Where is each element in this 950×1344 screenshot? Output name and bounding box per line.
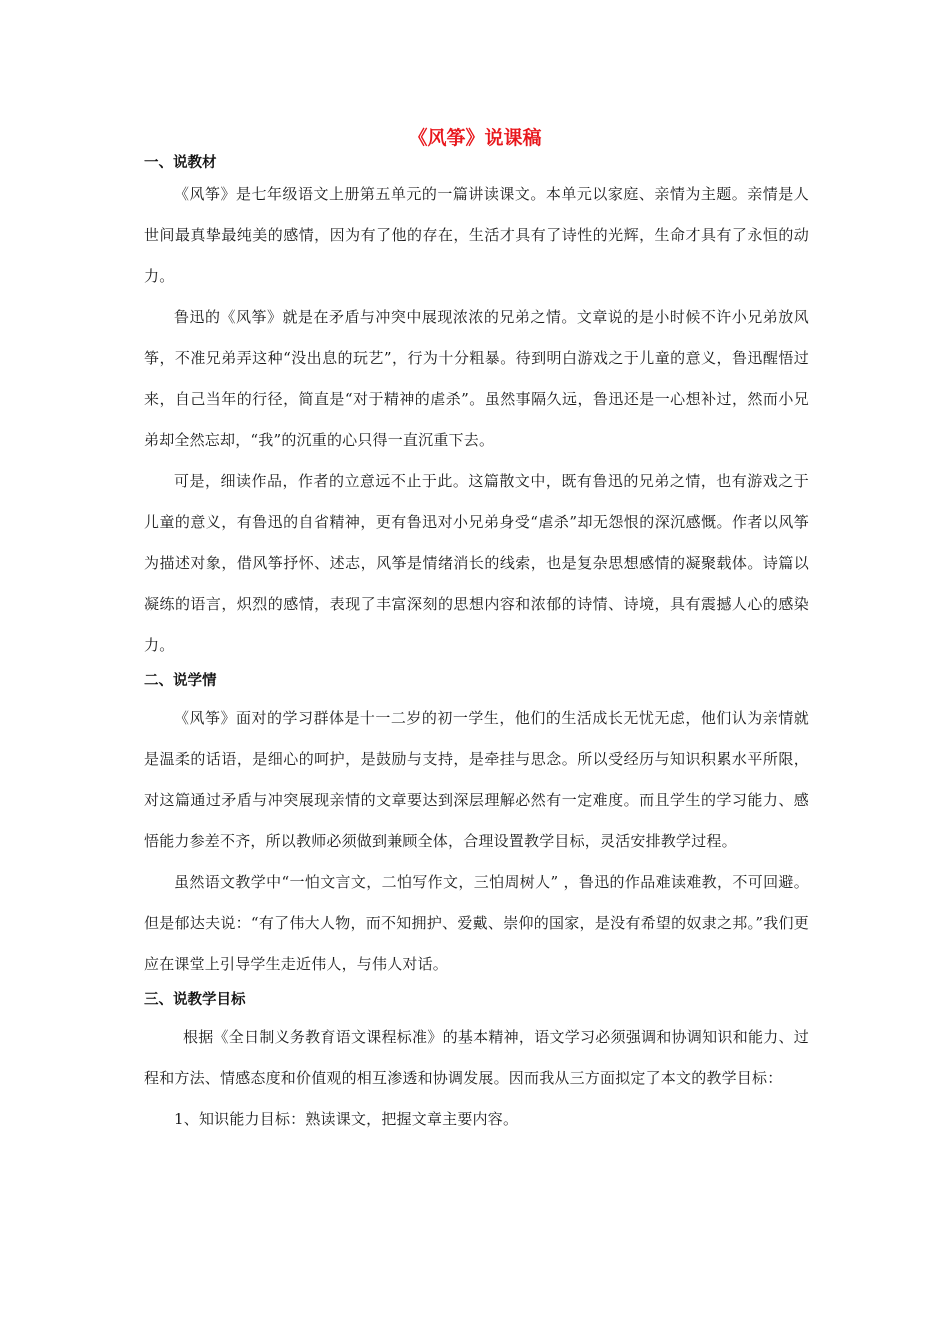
paragraph: 1、知识能力目标：熟读课文，把握文章主要内容。 [174,1110,519,1128]
paragraph: 鲁迅的《风筝》就是在矛盾与冲突中展现浓浓的兄弟之情。文章说的是小时候不许小兄弟放风筝，不准兄弟弄这种“没出息的玩艺”，行为十分粗暴。待到明白游戏之于儿童的意义，鲁迅醒悟过来，自己当年的行径，简直是“对于精神的虐杀”。虽然事隔久远，鲁迅还是一心想补过，然而小兄弟却全然忘却，“我”的沉重的心只得一直沉重下去。 [144,308,809,449]
document-body [144,150,809,1140]
document-title: 《风筝》说课稿 [408,127,542,149]
paragraph: 可是，细读作品，作者的立意远不止于此。这篇散文中，既有鲁迅的兄弟之情，也有游戏之于儿童的意义，有鲁迅的自省精神，更有鲁迅对小兄弟身受“虐杀”却无怨恨的深沉感慨。作者以风筝为描述对象，借风筝抒怀、述志，风筝是情绪消长的线索，也是复杂思想感情的凝聚载体。诗篇以凝练的语言，炽烈的感情，表现了丰富深刻的思想内容和浓郁的诗情、诗境，具有震撼人心的感染力。 [144,472,809,654]
section-heading-textbook: 一、说教材 [144,155,217,171]
section-heading-objectives: 三、说教学目标 [144,992,246,1008]
paragraph: 根据《全日制义务教育语文课程标准》的基本精神，语文学习必须强调和协调知识和能力、过程和方法、情感态度和价值观的相互渗透和协调发展。因而我从三方面拟定了本文的教学目标： [144,1028,809,1087]
section-heading-students: 二、说学情 [144,673,217,689]
paragraph: 《风筝》是七年级语文上册第五单元的一篇讲读课文。本单元以家庭、亲情为主题。亲情是人世间最真挚最纯美的感情，因为有了他的存在，生活才具有了诗性的光辉，生命才具有了永恒的动力。 [144,185,809,285]
paragraph: 《风筝》面对的学习群体是十一二岁的初一学生，他们的生活成长无忧无虑，他们认为亲情就是温柔的话语，是细心的呵护，是鼓励与支持，是牵挂与思念。所以受经历与知识积累水平所限，对这篇通过矛盾与冲突展现亲情的文章要达到深层理解必然有一定难度。而且学生的学习能力、感悟能力参差不齐，所以教师必须做到兼顾全体，合理设置教学目标，灵活安排教学过程。 [144,709,809,850]
paragraph: 虽然语文教学中“一怕文言文，二怕写作文，三怕周树人” ，鲁迅的作品难读难教，不可回避。但是郁达夫说：“有了伟大人物，而不知拥护、爱戴、崇仰的国家，是没有希望的奴隶之邦。”我们更应在课堂上引导学生走近伟人，与伟人对话。 [144,873,809,973]
